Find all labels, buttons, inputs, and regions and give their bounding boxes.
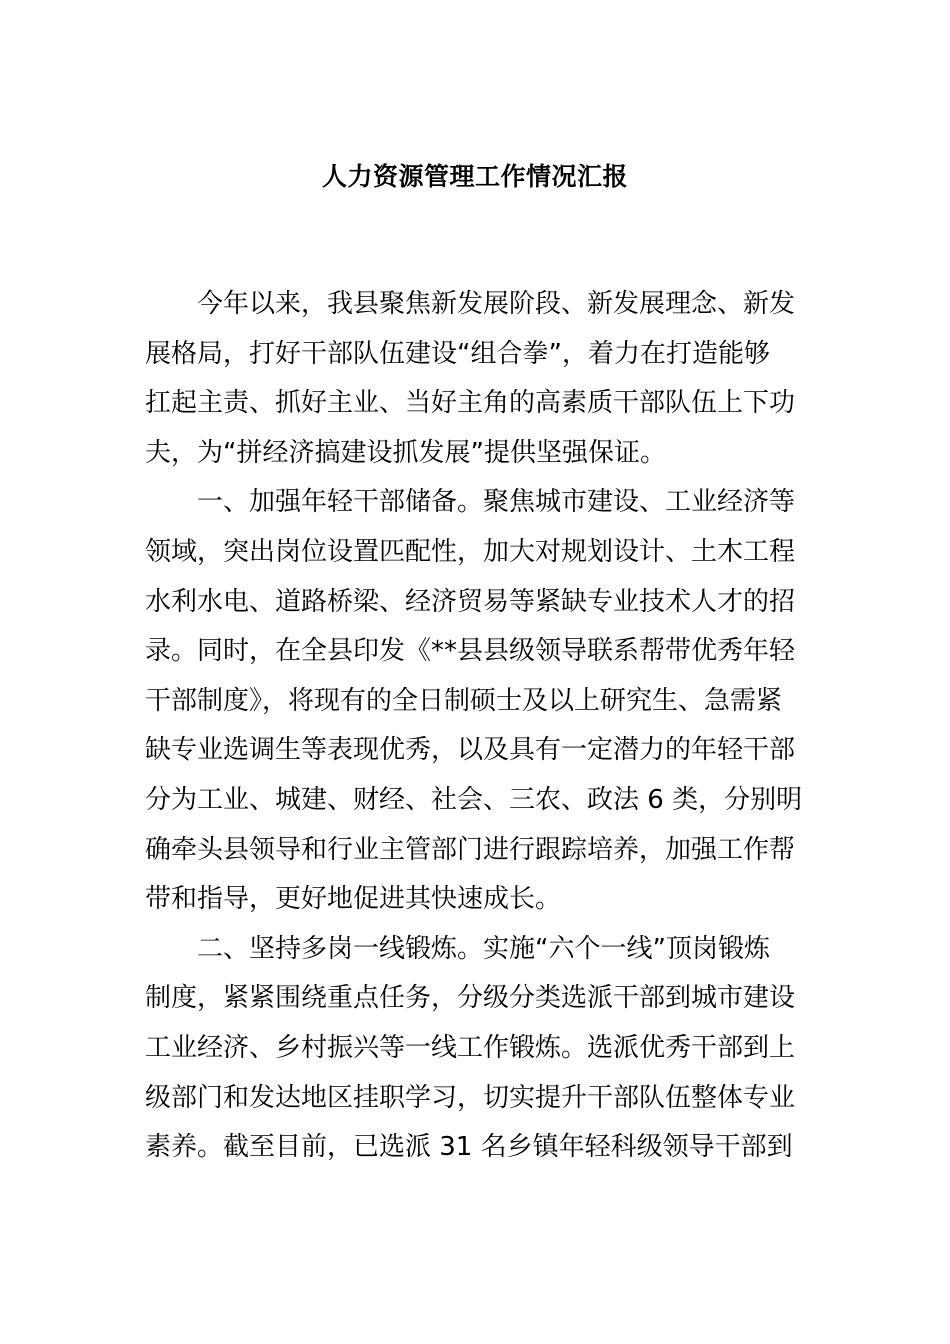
body-line: 缺专业选调生等表现优秀，以及具有一定潜力的年轻干部 <box>145 735 796 766</box>
body-line: 二、坚持多岗一线锻炼。实施“六个一线”顶岗锻炼 <box>197 933 770 964</box>
body-line: 工业经济、乡村振兴等一线工作锻炼。选派优秀干部到上 <box>145 1032 796 1063</box>
document-title: 人力资源管理工作情况汇报 <box>321 162 628 191</box>
body-line: 扛起主责、抓好主业、当好主角的高素质干部队伍上下功 <box>145 388 796 419</box>
body-line: 领域，突出岗位设置匹配性，加大对规划设计、土木工程 <box>145 536 796 567</box>
body-line: 确牵头县领导和行业主管部门进行跟踪培养，加强工作帮 <box>145 834 796 865</box>
body-line: 录。同时，在全县印发《**县县级领导联系帮带优秀年轻 <box>145 636 796 667</box>
body-line: 展格局，打好干部队伍建设“组合拳”，着力在打造能够 <box>145 338 770 369</box>
body-line: 分为工业、城建、财经、社会、三农、政法 6 类，分别明 <box>145 784 803 815</box>
body-line: 夫，为“拼经济搞建设抓发展”提供坚强保证。 <box>145 437 666 468</box>
body-line: 干部制度》，将现有的全日制硕士及以上研究生、急需紧 <box>145 685 783 716</box>
body-line: 一、加强年轻干部储备。聚焦城市建设、工业经济等 <box>197 487 796 518</box>
body-line: 制度，紧紧围绕重点任务，分级分类选派干部到城市建设 <box>145 983 796 1014</box>
body-line: 级部门和发达地区挂职学习，切实提升干部队伍整体专业 <box>145 1082 796 1113</box>
body-line: 素养。截至目前，已选派 31 名乡镇年轻科级领导干部到 <box>145 1132 793 1163</box>
body-line: 今年以来，我县聚焦新发展阶段、新发展理念、新发 <box>197 289 796 319</box>
document-body <box>145 280 815 1173</box>
body-line: 带和指导，更好地促进其快速成长。 <box>145 884 562 915</box>
body-line: 水利水电、道路桥梁、经济贸易等紧缺专业技术人才的招 <box>145 586 796 617</box>
